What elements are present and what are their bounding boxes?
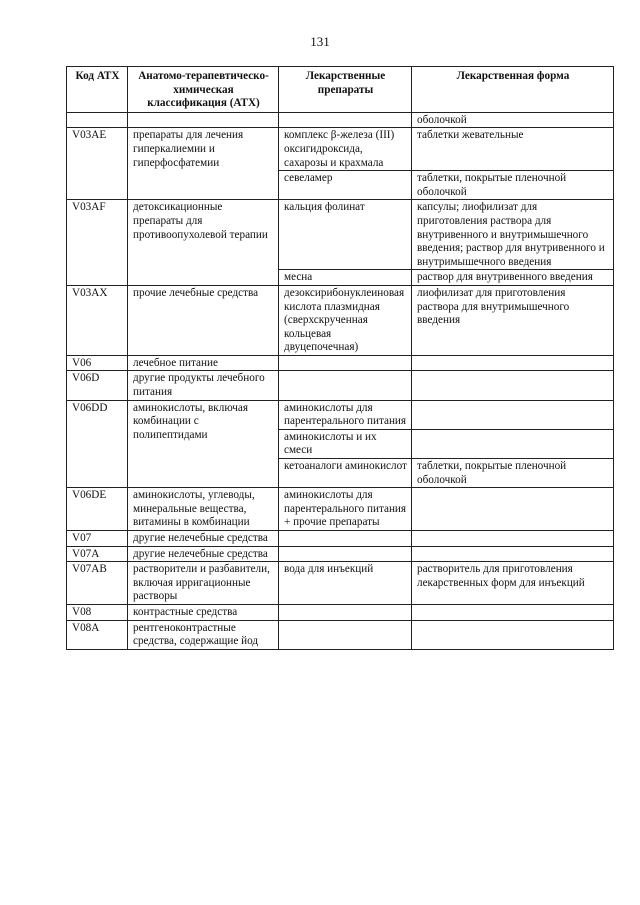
- header-atx: Анатомо-терапевтическо-химическая классификация (АТХ): [128, 67, 279, 113]
- code-cell: V07A: [67, 546, 128, 562]
- drug-cell: [279, 112, 412, 128]
- form-cell: капсулы; лиофилизат для приготовления раствора для внутривенного и внутримышечного введения; раствор для внутривенного и внутримышечного введения: [412, 200, 614, 270]
- table-row: [67, 400, 614, 429]
- code-cell: V03AF: [67, 200, 128, 286]
- table-row: [67, 604, 614, 620]
- code-cell: V08: [67, 604, 128, 620]
- drug-cell: кальция фолинат: [279, 200, 412, 270]
- table-row: [67, 128, 614, 171]
- atx-cell: контрастные средства: [128, 604, 279, 620]
- form-cell: раствор для внутривенного введения: [412, 270, 614, 286]
- drug-cell: [279, 371, 412, 400]
- table-row: [67, 200, 614, 270]
- code-cell: V06D: [67, 371, 128, 400]
- drug-cell: аминокислоты и их смеси: [279, 429, 412, 458]
- atx-cell: растворители и разбавители, включая ирригационные растворы: [128, 562, 279, 605]
- header-form: Лекарственная форма: [412, 67, 614, 113]
- atx-cell: лечебное питание: [128, 355, 279, 371]
- code-cell: V06: [67, 355, 128, 371]
- drug-cell: [279, 620, 412, 649]
- header-row: [67, 67, 614, 113]
- drug-cell: комплекс β-железа (III) оксигидроксида, сахарозы и крахмала: [279, 128, 412, 171]
- atx-cell: другие продукты лечебного питания: [128, 371, 279, 400]
- drug-cell: [279, 531, 412, 547]
- form-cell: растворитель для приготовления лекарственных форм для инъекций: [412, 562, 614, 605]
- form-cell: таблетки, покрытые пленочной оболочкой: [412, 459, 614, 488]
- table-row: [67, 620, 614, 649]
- form-cell: [412, 620, 614, 649]
- table-row: [67, 546, 614, 562]
- form-cell: [412, 400, 614, 429]
- drug-cell: вода для инъекций: [279, 562, 412, 605]
- drug-cell: севеламер: [279, 171, 412, 200]
- table-row: [67, 562, 614, 605]
- atx-cell: детоксикационные препараты для противоопухолевой терапии: [128, 200, 279, 286]
- form-cell: оболочкой: [412, 112, 614, 128]
- drug-cell: кетоаналоги аминокислот: [279, 459, 412, 488]
- form-cell: таблетки, покрытые пленочной оболочкой: [412, 171, 614, 200]
- form-cell: [412, 604, 614, 620]
- form-cell: [412, 546, 614, 562]
- code-cell: V07AB: [67, 562, 128, 605]
- drug-cell: [279, 604, 412, 620]
- drug-cell: аминокислоты для парентерального питания + прочие препараты: [279, 488, 412, 531]
- code-cell: [67, 112, 128, 128]
- code-cell: V08A: [67, 620, 128, 649]
- code-cell: V03AE: [67, 128, 128, 200]
- code-cell: V06DD: [67, 400, 128, 488]
- atx-cell: [128, 112, 279, 128]
- header-code: Код АТХ: [67, 67, 128, 113]
- header-drug: Лекарственные препараты: [279, 67, 412, 113]
- atx-cell: аминокислоты, включая комбинации с полипептидами: [128, 400, 279, 488]
- table-body: [67, 112, 614, 649]
- form-cell: [412, 488, 614, 531]
- drug-cell: дезоксирибонуклеиновая кислота плазмидная (сверхскрученная кольцевая двуцепочечная): [279, 285, 412, 355]
- drug-cell: [279, 546, 412, 562]
- table-row: [67, 112, 614, 128]
- page-number: 131: [310, 34, 330, 49]
- atx-cell: прочие лечебные средства: [128, 285, 279, 355]
- drug-cell: месна: [279, 270, 412, 286]
- form-cell: [412, 531, 614, 547]
- drug-cell: [279, 355, 412, 371]
- table-header: [67, 67, 614, 113]
- atx-cell: другие нелечебные средства: [128, 531, 279, 547]
- atx-cell: другие нелечебные средства: [128, 546, 279, 562]
- form-cell: таблетки жевательные: [412, 128, 614, 171]
- code-cell: V07: [67, 531, 128, 547]
- atx-cell: рентгеноконтрастные средства, содержащие йод: [128, 620, 279, 649]
- atx-cell: препараты для лечения гиперкалиемии и гиперфосфатемии: [128, 128, 279, 200]
- form-cell: [412, 371, 614, 400]
- code-cell: V06DE: [67, 488, 128, 531]
- drug-cell: аминокислоты для парентерального питания: [279, 400, 412, 429]
- table-row: [67, 488, 614, 531]
- table-row: [67, 285, 614, 355]
- form-cell: лиофилизат для приготовления раствора для внутримышечного введения: [412, 285, 614, 355]
- table-row: [67, 371, 614, 400]
- code-cell: V03AX: [67, 285, 128, 355]
- form-cell: [412, 429, 614, 458]
- atx-cell: аминокислоты, углеводы, минеральные вещества, витамины в комбинации: [128, 488, 279, 531]
- table-row: [67, 531, 614, 547]
- drug-classification-table: [66, 66, 614, 650]
- form-cell: [412, 355, 614, 371]
- table-row: [67, 355, 614, 371]
